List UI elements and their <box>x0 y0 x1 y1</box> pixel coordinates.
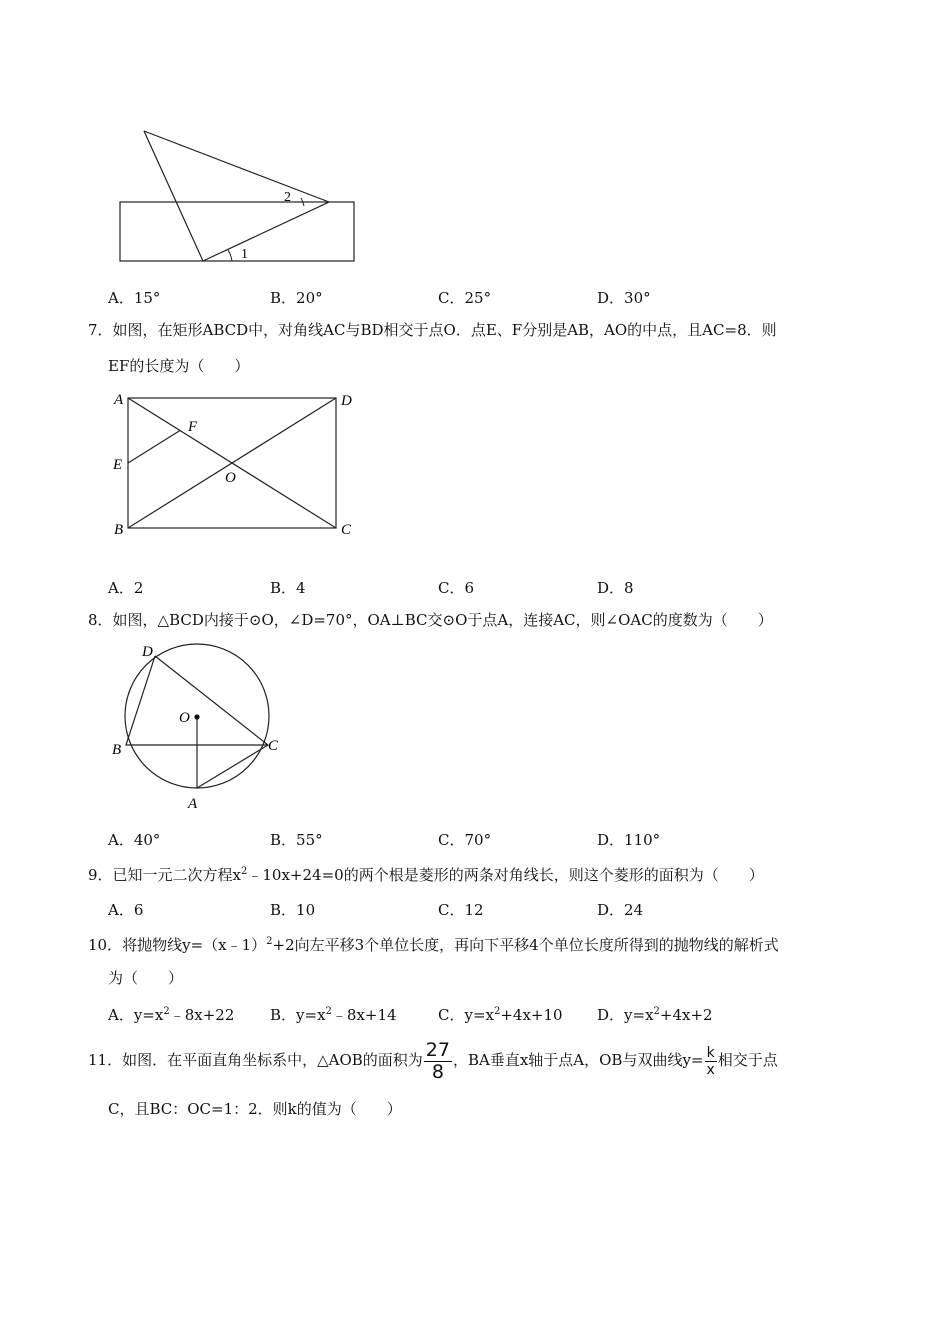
q6-figure <box>110 120 370 270</box>
q10-option-d[interactable] <box>597 1004 713 1025</box>
q11-fraction2-numerator: k <box>705 1046 717 1062</box>
q8-option-d[interactable]: D．110° <box>597 831 661 849</box>
q7-option-a[interactable]: A．2 <box>108 579 144 597</box>
q6-option-d[interactable]: D．30° <box>597 289 651 307</box>
q10-option-b[interactable] <box>270 1004 397 1025</box>
q11-text-c: 相交于点 <box>717 1051 778 1069</box>
q9-text-before: 已知一元二次方程x <box>112 866 242 884</box>
q10-option-c-sup: 2 <box>493 1006 501 1017</box>
q7-label-a: A <box>114 392 124 408</box>
q11-text-b: ，BA垂直x轴于点A，OB与双曲线y= <box>452 1051 704 1069</box>
q7-label-f: F <box>188 419 198 435</box>
q10-option-c-post: +4x+10 <box>500 1006 563 1024</box>
q10-option-a-post: ﹣8x+22 <box>169 1006 235 1024</box>
q9-superscript: 2 <box>241 866 248 877</box>
q6-angle-2-label: 2 <box>284 190 291 205</box>
q6-triangle <box>144 131 329 261</box>
q8-option-b[interactable]: B．55° <box>270 831 323 849</box>
q7-label-d: D <box>341 393 352 409</box>
q9-option-b[interactable]: B．10 <box>270 901 316 919</box>
q7-option-d[interactable]: D．8 <box>597 579 634 597</box>
q8-label-c: C <box>268 738 279 754</box>
q10-option-d-sup: 2 <box>653 1006 660 1017</box>
q8-option-a[interactable]: A．40° <box>108 831 161 849</box>
q7-segment-ef <box>128 431 180 464</box>
q10-superscript: 2 <box>266 936 273 947</box>
q7-stem <box>88 320 777 340</box>
q7-figure <box>108 388 363 543</box>
q9-number: 9． <box>88 866 113 884</box>
q10-number: 10． <box>88 936 123 954</box>
q7-label-o: O <box>225 470 236 486</box>
q9-option-d[interactable]: D．24 <box>597 901 644 919</box>
q7-label-c: C <box>341 522 352 538</box>
q8-text: 如图，△BCD内接于⊙O，∠D=70°，OA⊥BC交⊙O于点A，连接AC，则∠OAC的度数为（ ） <box>112 611 773 629</box>
q10-option-d-pre: D．y=x <box>597 1006 654 1024</box>
q6-option-b[interactable]: B．20° <box>270 289 323 307</box>
q8-label-a: A <box>188 796 198 812</box>
q11-fraction2-denominator: x <box>706 1061 715 1078</box>
q6-angle-1-label: 1 <box>241 247 248 262</box>
q11-line2: C，且BC：OC=1：2．则k的值为（ ） <box>108 1100 402 1118</box>
q10-text-after: +2向左平移3个单位长度，再向下平移4个单位长度所得到的抛物线的解析式 <box>272 936 779 954</box>
q6-option-a[interactable]: A．15° <box>108 289 161 307</box>
q7-option-c[interactable]: C．6 <box>438 579 475 597</box>
q8-label-b: B <box>112 742 122 758</box>
q6-rectangle <box>120 202 354 261</box>
q8-segment-ac <box>197 745 268 788</box>
q10-option-a-pre: A．y=x <box>108 1006 164 1024</box>
q9-option-a[interactable]: A．6 <box>108 901 144 919</box>
q10-line2: 为（ ） <box>108 969 184 987</box>
q10-option-a-sup: 2 <box>163 1006 170 1017</box>
q6-angle-1-arc <box>228 250 232 261</box>
q7-option-b[interactable]: B．4 <box>270 579 306 597</box>
q7-number: 7． <box>88 321 113 339</box>
q11-text-a: 如图．在平面直角坐标系中，△AOB的面积为 <box>122 1051 423 1069</box>
q10-stem <box>88 932 779 955</box>
q9-option-c[interactable]: C．12 <box>438 901 484 919</box>
q11-fraction-hyperbola <box>705 1046 717 1077</box>
q10-option-c-pre: C．y=x <box>438 1006 494 1024</box>
q11-fraction-area <box>424 1038 452 1083</box>
q10-option-c[interactable] <box>438 1004 563 1025</box>
q8-center-dot <box>194 714 199 719</box>
q7-label-e: E <box>113 457 123 473</box>
q8-number: 8． <box>88 611 113 629</box>
q11-number: 11． <box>88 1051 123 1069</box>
q10-option-b-post: ﹣8x+14 <box>331 1006 397 1024</box>
q10-option-a[interactable] <box>108 1004 234 1025</box>
q10-option-b-pre: B．y=x <box>270 1006 326 1024</box>
q8-label-o: O <box>179 710 190 726</box>
q7-label-b: B <box>114 522 124 538</box>
q8-figure <box>108 640 288 815</box>
q11-stem <box>88 1040 778 1082</box>
q10-option-b-sup: 2 <box>325 1006 332 1017</box>
q7-line1: 如图，在矩形ABCD中，对角线AC与BD相交于点O．点E、F分别是AB，AO的中点，且AC=8．则 <box>112 321 777 339</box>
q11-fraction-numerator: 27 <box>425 1038 450 1061</box>
q8-label-d: D <box>142 644 153 660</box>
q8-option-c[interactable]: C．70° <box>438 831 492 849</box>
q10-option-d-post: +4x+2 <box>659 1006 713 1024</box>
q9-stem <box>88 862 764 885</box>
q11-fraction-denominator: 8 <box>431 1060 444 1083</box>
q9-text-after: ﹣10x+24=0的两个根是菱形的两条对角线长，则这个菱形的面积为（ ） <box>247 866 764 884</box>
q7-line2: EF的长度为（ ） <box>108 357 250 375</box>
q6-option-c[interactable]: C．25° <box>438 289 492 307</box>
q10-text-before: 将抛物线y=（x﹣1） <box>122 936 267 954</box>
q8-stem <box>88 610 773 630</box>
